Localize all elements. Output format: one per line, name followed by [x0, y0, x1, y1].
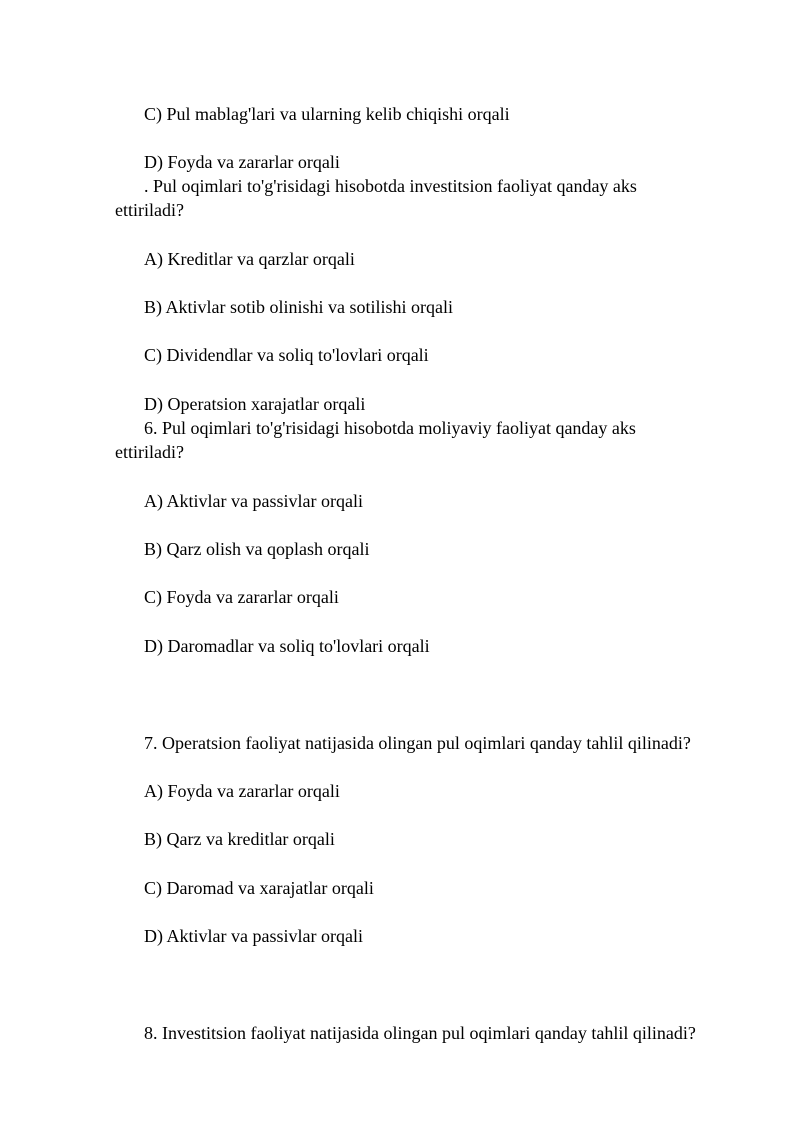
answer-option: A) Foyda va zararlar orqali — [144, 781, 340, 801]
answer-option: B) Aktivlar sotib olinishi va sotilishi orqali — [144, 297, 453, 317]
answer-option: D) Foyda va zararlar orqali — [144, 152, 340, 172]
answer-option: C) Daromad va xarajatlar orqali — [144, 878, 374, 898]
answer-option: C) Dividendlar va soliq to'lovlari orqali — [144, 345, 429, 365]
answer-option: B) Qarz olish va qoplash orqali — [144, 539, 370, 559]
question-text: 6. Pul oqimlari to'g'risidagi hisobotda moliyaviy faoliyat qanday aks — [144, 418, 636, 438]
answer-option: D) Operatsion xarajatlar orqali — [144, 394, 366, 414]
answer-option: D) Daromadlar va soliq to'lovlari orqali — [144, 636, 430, 656]
question-text: . Pul oqimlari to'g'risidagi hisobotda investitsion faoliyat qanday aks — [144, 176, 637, 196]
question-text: 8. Investitsion faoliyat natijasida olingan pul oqimlari qanday tahlil qilinadi? — [144, 1023, 696, 1043]
answer-option: B) Qarz va kreditlar orqali — [144, 829, 335, 849]
question-text-continued: ettiriladi? — [115, 200, 184, 220]
answer-option: C) Pul mablag'lari va ularning kelib chiqishi orqali — [144, 104, 510, 124]
answer-option: C) Foyda va zararlar orqali — [144, 587, 339, 607]
answer-option: A) Aktivlar va passivlar orqali — [144, 491, 363, 511]
question-text-continued: ettiriladi? — [115, 442, 184, 462]
answer-option: A) Kreditlar va qarzlar orqali — [144, 249, 355, 269]
answer-option: D) Aktivlar va passivlar orqali — [144, 926, 363, 946]
question-text: 7. Operatsion faoliyat natijasida olingan pul oqimlari qanday tahlil qilinadi? — [144, 733, 691, 753]
